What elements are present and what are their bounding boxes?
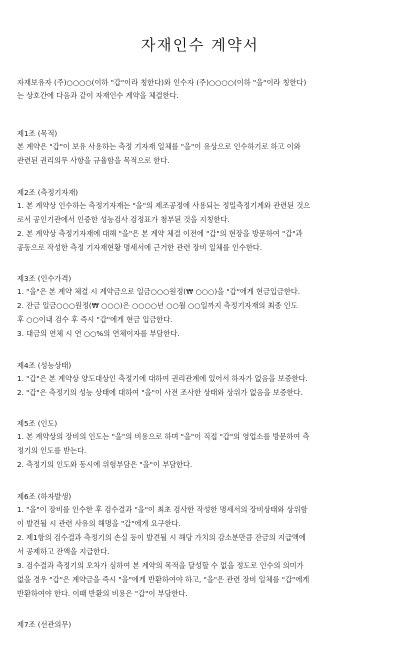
article-heading: 제2조 (측정기자재) xyxy=(17,187,79,197)
contract-article xyxy=(17,618,385,631)
article-line: 3. 검수결과 측정기의 오차가 심하여 본 계약의 목적을 달성할 수 없을 정도로 인수의 의미가 xyxy=(17,560,304,570)
article-line: 1. "을"은 본 계약 체결 시 계약금으로 일금○○○원정(₩ ○○○)을 "갑"에게 현금입금한다. xyxy=(17,287,301,296)
article-heading: 제6조 (하자발생) xyxy=(17,491,72,501)
article-line: 반환하여야 한다. 이때 반환의 비용은 "갑"이 부담한다. xyxy=(17,588,188,598)
article-line: 이 발견될 시 관련 사유의 해명을 "갑"에게 요구한다. xyxy=(17,518,181,528)
article-heading: 제5조 (인도) xyxy=(17,419,58,428)
article-heading: 제3조 (인수가격) xyxy=(17,274,72,283)
article-heading: 제7조 (선관의무) xyxy=(17,620,72,629)
intro-line: 자재보유자 (주)○○○○(이하 "갑"이라 칭한다)와 인수자 (주)○○○○(이하 "을"이라 칭한다) xyxy=(17,78,307,87)
article-line: 후 ○○이내 검수 후 즉시 "갑"에게 현금 입금한다. xyxy=(17,315,173,324)
article-line: 로서 공인기관에서 인증한 성능검사 검정표가 첨부된 것을 지칭한다. xyxy=(17,214,230,224)
article-line: 관련된 권리의무 사항을 규율함을 목적으로 한다. xyxy=(17,156,170,165)
contract-article xyxy=(17,272,385,341)
contract-article xyxy=(17,490,385,601)
article-line: 2. 잔금 일금○○○원정(₩ ○○○)은 ○○○○년 ○○월 ○○일까지 측정기자재의 최종 인도 xyxy=(17,301,298,310)
article-heading: 제4조 (성능상태) xyxy=(17,360,72,370)
article-line: 본 계약은 "갑"이 보유 사용하는 측정 기자재 일체를 "을"이 유상으로 인수하기로 하고 이와 xyxy=(17,142,301,151)
article-line: 정기의 인도를 받는다. xyxy=(17,446,87,455)
article-line: 2. "갑"은 측정기의 성능 상태에 대하여 "을"이 사전 조사한 상태와 상위가 없음을 보증한다. xyxy=(17,387,303,397)
article-line: 2. 측정기의 인도와 동시에 위험부담은 "을"이 부담한다. xyxy=(17,460,193,469)
article-line: 2. 본 계약상 측정기자재에 대해 "을"은 본 계약 체결 이전에 "갑"의 현장을 방문하여 "갑"과 xyxy=(17,228,303,238)
article-line: 서 공제하고 잔액을 지급한다. xyxy=(17,546,110,556)
intro-paragraph xyxy=(17,76,385,102)
article-body xyxy=(17,140,385,168)
article-body xyxy=(17,199,385,255)
article-line: 없을 경우 "갑"은 계약금을 즉시 "을"에게 반환하여야 하고, "을"은 관련 장비 일체를 "갑"에게 xyxy=(17,574,310,584)
article-body xyxy=(17,372,385,400)
article-line: 2. 제1항의 검수결과 측정기의 손실 등이 발견될 시 해당 가치의 감소분만큼 잔금의 지급액에 xyxy=(17,532,306,542)
contract-article xyxy=(17,186,385,255)
contract-article xyxy=(17,417,385,472)
article-line: 공동으로 작성한 측정 기자재현황 명세서에 근거한 관련 장비 일체를 인수한다. xyxy=(17,242,263,252)
article-body xyxy=(17,503,385,601)
intro-line: 는 상호간에 다음과 같이 자재인수 계약을 체결한다. xyxy=(17,91,179,100)
contract-sections xyxy=(17,127,385,649)
article-line: 1. 본 계약상 인수하는 측정기자재는 "을"의 제조공정에 사용되는 정밀측정기계와 관련된 것으 xyxy=(17,200,311,210)
contract-article xyxy=(17,127,385,168)
article-line: 1. 본 계약상의 장비의 인도는 "을"의 비용으로 하며 "을"이 직접 "갑"의 영업소를 방문하여 측 xyxy=(17,432,310,441)
article-line: 1. "갑"은 본 계약상 양도대상인 측정기에 대하여 권리관계에 있어서 하자가 없음을 보증한다. xyxy=(17,373,308,383)
article-heading: 제1조 (목적) xyxy=(17,129,58,138)
article-body xyxy=(17,430,385,472)
contract-article xyxy=(17,359,385,400)
article-line: 3. 대금의 연체 시 연 ○○%의 연체이자를 부담한다. xyxy=(17,329,180,338)
article-body xyxy=(17,285,385,341)
article-line: 1. "을"이 장비를 인수한 후 검수결과 "을"이 최초 검사한 작성한 명세서의 장비상태와 상위함 xyxy=(17,504,308,514)
page-title: 자재인수 계약서 xyxy=(140,36,260,54)
